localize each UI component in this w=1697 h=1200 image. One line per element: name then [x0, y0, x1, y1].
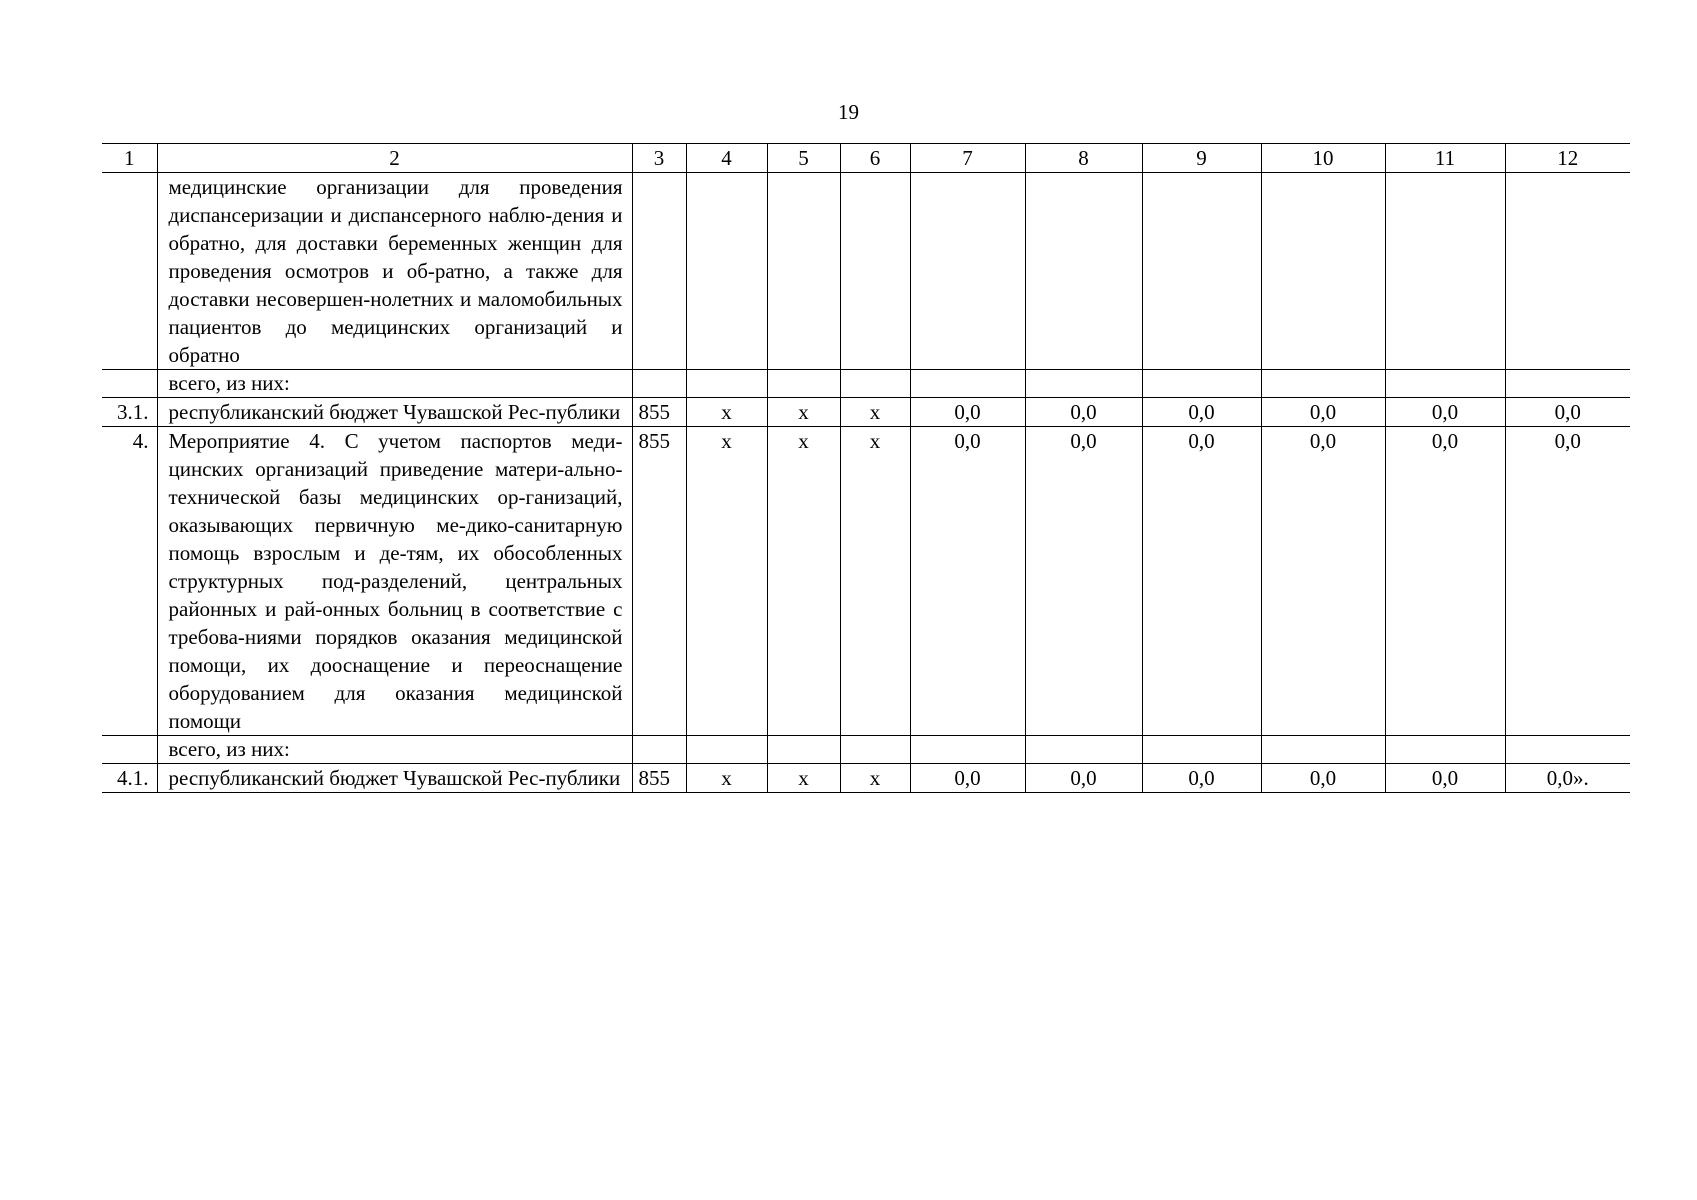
- table-cell: [1385, 370, 1505, 398]
- table-cell: 0,0: [1025, 427, 1142, 736]
- table-cell: 0,0: [1142, 398, 1261, 427]
- table-row: [102, 173, 1630, 370]
- table-cell: [767, 370, 840, 398]
- column-header: 2: [157, 144, 632, 173]
- table-cell: 855: [632, 427, 686, 736]
- table-cell: [1505, 370, 1630, 398]
- table-cell: [686, 370, 767, 398]
- table-header-row: [102, 144, 1630, 173]
- table-cell: x: [686, 398, 767, 427]
- table-cell: x: [686, 427, 767, 736]
- table-cell: [632, 173, 686, 370]
- column-header: 9: [1142, 144, 1261, 173]
- table-row: [102, 736, 1630, 764]
- table-cell: 0,0: [1142, 764, 1261, 793]
- table-cell: 0,0: [1025, 398, 1142, 427]
- row-description: медицинские организации для проведения диспансеризации и диспансерного наблю-дения и обратно, для доставки беременных женщин для проведения осмотров и об-ратно, а также для доставки несовершен-нолетних и маломобильных пациентов до медицинских организаций и обратно: [157, 173, 632, 370]
- column-header: 8: [1025, 144, 1142, 173]
- table-cell: 0,0: [1505, 427, 1630, 736]
- table-cell: 0,0: [1385, 427, 1505, 736]
- table-cell: [1505, 736, 1630, 764]
- table-cell: [840, 173, 910, 370]
- table-cell: 0,0».: [1505, 764, 1630, 793]
- row-description: всего, из них:: [157, 370, 632, 398]
- table-cell: [1505, 173, 1630, 370]
- table-cell: [1261, 173, 1385, 370]
- table-cell: [686, 736, 767, 764]
- row-number: 4.1.: [102, 764, 157, 793]
- row-number: 3.1.: [102, 398, 157, 427]
- column-header: 7: [910, 144, 1025, 173]
- table-cell: [1025, 370, 1142, 398]
- table-cell: 855: [632, 398, 686, 427]
- table-cell: [1142, 370, 1261, 398]
- row-description: республиканский бюджет Чувашской Рес-публики: [157, 398, 632, 427]
- row-number: [102, 370, 157, 398]
- table-cell: [1261, 370, 1385, 398]
- table-row: [102, 764, 1630, 793]
- table-cell: 0,0: [910, 764, 1025, 793]
- column-header: 3: [632, 144, 686, 173]
- table-cell: x: [767, 427, 840, 736]
- page-number: 19: [838, 100, 859, 124]
- table-row: [102, 398, 1630, 427]
- table-cell: 0,0: [1385, 764, 1505, 793]
- column-header: 11: [1385, 144, 1505, 173]
- row-description: Мероприятие 4. С учетом паспортов меди-цинских организаций приведение матери-ально-технической базы медицинских ор-ганизаций, оказывающих первичную ме-дико-санитарную помощь взрослым и де-тям, их обособленных структурных под-разделений, центральных районных и рай-онных больниц в соответствие с требова-ниями порядков оказания медицинской помощи, их дооснащение и переоснащение оборудованием для оказания медицинской помощи: [157, 427, 632, 736]
- table-cell: x: [767, 398, 840, 427]
- column-header: 5: [767, 144, 840, 173]
- column-header: 10: [1261, 144, 1385, 173]
- table-cell: [686, 173, 767, 370]
- table-cell: 855: [632, 764, 686, 793]
- budget-table: [102, 143, 1630, 793]
- table-cell: x: [840, 427, 910, 736]
- table-cell: [1385, 736, 1505, 764]
- table-cell: 0,0: [1505, 398, 1630, 427]
- row-description: всего, из них:: [157, 736, 632, 764]
- table-cell: x: [840, 764, 910, 793]
- table-cell: 0,0: [910, 427, 1025, 736]
- table-cell: [910, 370, 1025, 398]
- table-cell: [767, 736, 840, 764]
- row-number: [102, 173, 157, 370]
- table-cell: [1142, 736, 1261, 764]
- column-header: 4: [686, 144, 767, 173]
- table-cell: 0,0: [1261, 764, 1385, 793]
- table-cell: 0,0: [1261, 398, 1385, 427]
- table-cell: x: [840, 398, 910, 427]
- table-cell: [632, 370, 686, 398]
- table-cell: [910, 173, 1025, 370]
- table-cell: [1025, 173, 1142, 370]
- table-cell: [840, 736, 910, 764]
- table-cell: 0,0: [1025, 764, 1142, 793]
- table-cell: 0,0: [1142, 427, 1261, 736]
- table-cell: [1025, 736, 1142, 764]
- table-cell: x: [767, 764, 840, 793]
- table-cell: 0,0: [910, 398, 1025, 427]
- row-number: 4.: [102, 427, 157, 736]
- row-description: республиканский бюджет Чувашской Рес-публики: [157, 764, 632, 793]
- table-cell: [767, 173, 840, 370]
- column-header: 1: [102, 144, 157, 173]
- table-cell: [1142, 173, 1261, 370]
- table-cell: 0,0: [1385, 398, 1505, 427]
- table-row: [102, 427, 1630, 736]
- table-cell: [910, 736, 1025, 764]
- table-cell: x: [686, 764, 767, 793]
- column-header: 12: [1505, 144, 1630, 173]
- table-cell: 0,0: [1261, 427, 1385, 736]
- table-cell: [840, 370, 910, 398]
- row-number: [102, 736, 157, 764]
- table-cell: [1385, 173, 1505, 370]
- table-cell: [1261, 736, 1385, 764]
- table-row: [102, 370, 1630, 398]
- column-header: 6: [840, 144, 910, 173]
- table-cell: [632, 736, 686, 764]
